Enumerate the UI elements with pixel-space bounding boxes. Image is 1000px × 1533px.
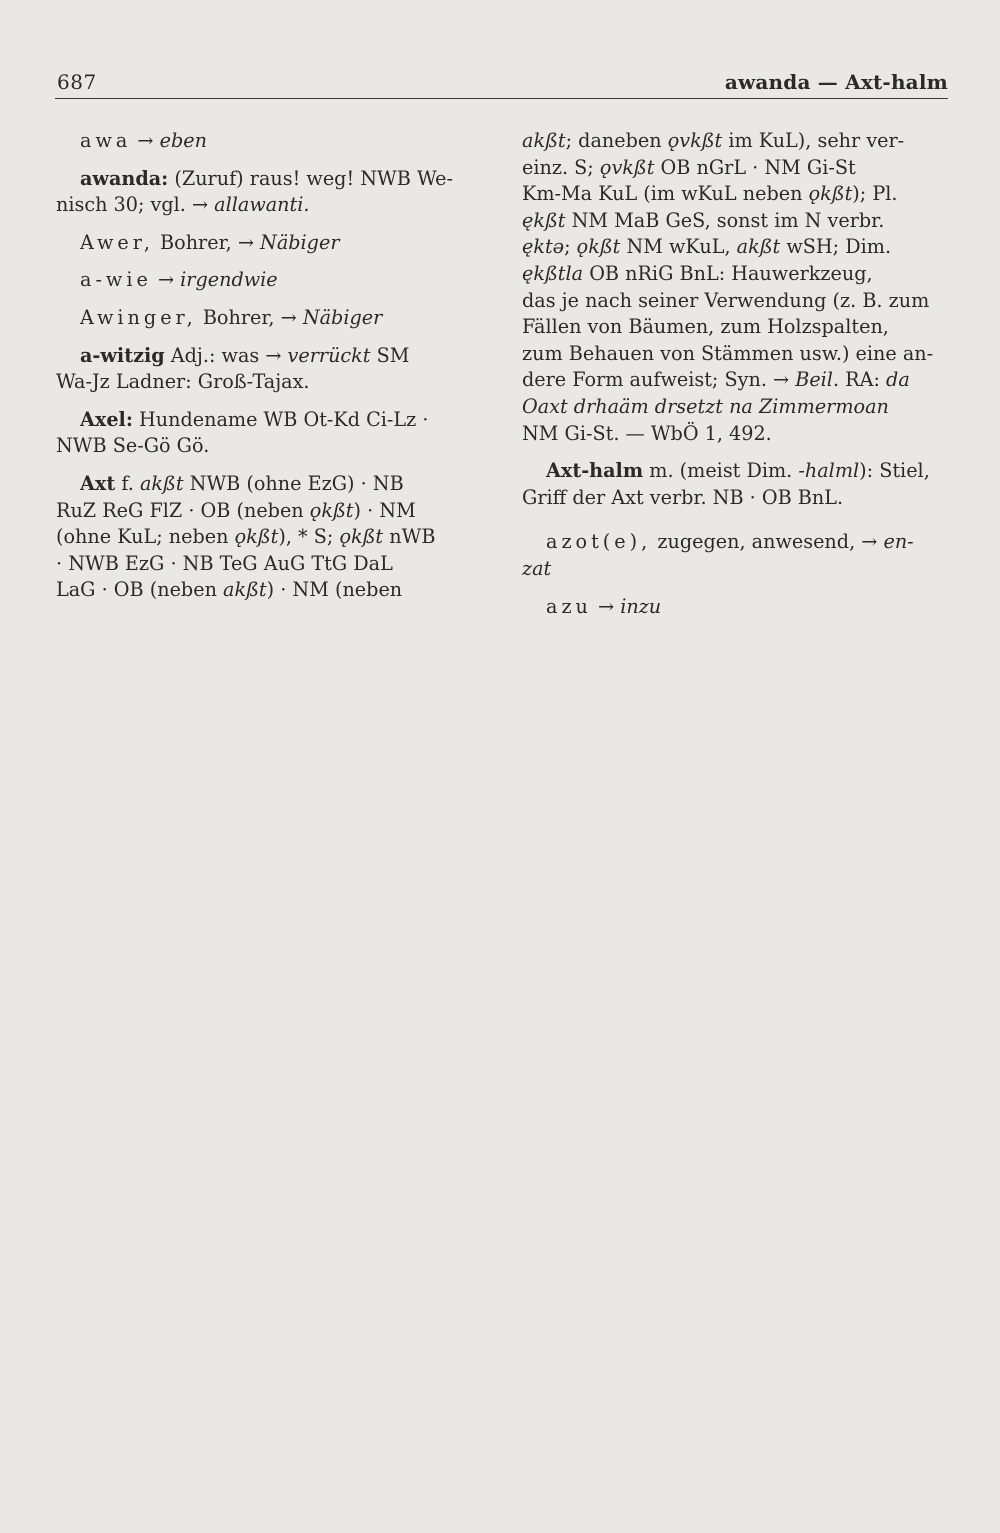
- phonetic-form: ǫvkßt: [599, 155, 655, 179]
- cross-reference: inzu: [620, 594, 662, 618]
- phonetic-form: akßt: [223, 578, 267, 602]
- definition-text: nisch 30; vgl. →: [56, 193, 209, 217]
- cross-reference: eben: [159, 129, 207, 152]
- headword: Axt-halm: [546, 459, 644, 483]
- entry-line: [522, 181, 954, 208]
- right-column: [522, 128, 954, 631]
- entry-a-wie: [56, 267, 488, 294]
- entry-a-witzig: [56, 343, 488, 396]
- entry-line: NM Gi-St. — WbÖ 1, 492.: [522, 421, 772, 445]
- entry-line: [522, 367, 954, 394]
- definition-text: wSH; Dim.: [786, 235, 892, 259]
- headword: awa: [80, 129, 132, 152]
- definition-text: m. (meist Dim.: [649, 459, 793, 483]
- entry-line: [522, 234, 954, 261]
- entry-line: [522, 155, 954, 182]
- grammar-text: f.: [121, 471, 134, 495]
- entry-line: [522, 458, 954, 485]
- entry-line: [56, 166, 488, 193]
- entry-line: [56, 407, 488, 434]
- phonetic-form: ǫkßt: [339, 525, 384, 549]
- phonetic-form: ǫkßt: [576, 235, 621, 259]
- entry-line: [56, 192, 488, 219]
- phonetic-form: akßt: [736, 235, 781, 259]
- definition-text: SM: [376, 343, 410, 367]
- definition-text: dere Form aufweist; Syn. →: [522, 368, 790, 392]
- entry-awer: [56, 230, 488, 257]
- definition-text: ), * S;: [278, 525, 334, 549]
- entry-line: Griff der Axt verbr. NB · OB BnL.: [522, 485, 844, 509]
- arrow: →: [137, 129, 154, 152]
- arrow: →: [157, 268, 175, 292]
- entry-line: zum Behauen von Stämmen usw.) eine an-: [522, 341, 934, 365]
- phonetic-form: akßt: [139, 471, 184, 495]
- entry-azu: [522, 594, 954, 621]
- entry-azote: [522, 529, 954, 582]
- headword: azot(e),: [546, 530, 652, 554]
- definition-text: NM wKuL,: [626, 235, 731, 259]
- definition-text: NWB (ohne EzG) · NB: [189, 471, 404, 495]
- phonetic-form: akßt: [522, 129, 566, 152]
- entry-line: NWB Se-Gö Gö.: [56, 434, 210, 458]
- cross-reference: Beil.: [795, 368, 840, 392]
- definition-text: im KuL), sehr ver-: [728, 129, 905, 152]
- entry-line: [56, 577, 488, 604]
- cross-reference: verrückt: [287, 343, 371, 367]
- definition-text: Bohrer, →: [160, 230, 254, 254]
- headword: a-witzig: [80, 343, 165, 367]
- page-number: 687: [57, 70, 97, 94]
- headword: Awer,: [80, 230, 154, 254]
- entry-axt-continued: [522, 128, 954, 447]
- definition-text: Km-Ma KuL (im wKuL neben: [522, 182, 803, 206]
- definition-text: (Zuruf) raus! weg! NWB We-: [174, 166, 453, 190]
- entry-line: [56, 524, 488, 551]
- definition-text: zugegen, anwesend, →: [657, 530, 878, 554]
- phonetic-form: ękßt: [522, 208, 566, 232]
- definition-text: RuZ ReG FlZ · OB (neben: [56, 498, 304, 522]
- phonetic-form: ęktə: [522, 235, 565, 259]
- headword: azu: [546, 594, 592, 618]
- definition-text: OB nRiG BnL: Hauwerkzeug,: [589, 261, 873, 285]
- definition-text: ) · NM (neben: [266, 578, 403, 602]
- definition-text: Hundename WB Ot-Kd Ci-Lz ·: [139, 407, 429, 431]
- headword: Axt: [80, 471, 116, 495]
- headword: awanda:: [80, 166, 169, 190]
- phonetic-form: ǫkßt: [808, 182, 853, 206]
- definition-text: Adj.: was →: [170, 343, 282, 367]
- definition-text: OB nGrL · NM Gi-St: [660, 155, 856, 179]
- entry-awa: [56, 128, 488, 155]
- definition-text: ); Pl.: [852, 182, 898, 206]
- cross-reference: Näbiger: [260, 230, 340, 254]
- cross-reference-line: zat: [522, 556, 552, 580]
- phonetic-form: ǫvkßt: [667, 129, 723, 152]
- entry-line: [522, 529, 954, 556]
- entry-awinger: [56, 305, 488, 332]
- entry-line: das je nach seiner Verwendung (z. B. zum: [522, 288, 930, 312]
- entry-axt-halm: [522, 458, 954, 511]
- page-header: [55, 62, 948, 99]
- definition-text: einz. S;: [522, 155, 594, 179]
- entry-axt: [56, 471, 488, 604]
- definition-text: ;: [564, 235, 571, 259]
- left-column: [56, 128, 488, 615]
- arrow: →: [598, 594, 615, 618]
- definition-text: ; daneben: [565, 129, 662, 152]
- phonetic-form: ękßtla: [522, 261, 584, 285]
- entry-line: [56, 343, 488, 370]
- phonetic-form: ǫkßt: [234, 525, 279, 549]
- cross-reference: irgendwie: [180, 268, 278, 292]
- phonetic-form: ǫkßt: [309, 498, 354, 522]
- entry-awanda: [56, 166, 488, 219]
- idiom-text: da: [886, 368, 910, 392]
- cross-reference: Näbiger: [302, 305, 383, 329]
- entry-line: [522, 208, 954, 235]
- definition-text: nWB: [389, 525, 436, 549]
- entry-line: [522, 261, 954, 288]
- headword: Axel:: [80, 407, 133, 431]
- definition-text: Bohrer, →: [202, 305, 297, 329]
- definition-text: RA:: [845, 368, 880, 392]
- running-head: awanda — Axt-halm: [724, 70, 948, 94]
- headword: a-wie: [80, 268, 152, 292]
- definition-text: ) · NM: [353, 498, 416, 522]
- cross-reference: en-: [883, 530, 914, 554]
- cross-reference: allawanti.: [214, 193, 310, 217]
- definition-text: (ohne KuL; neben: [56, 525, 229, 549]
- phonetic-form: -halml: [798, 459, 860, 483]
- entry-axel: [56, 407, 488, 460]
- entry-line: · NWB EzG · NB TeG AuG TtG DaL: [56, 551, 393, 575]
- entry-line: [522, 128, 954, 155]
- definition-text: NM MaB GeS, sonst im N verbr.: [571, 208, 885, 232]
- entry-line: [56, 498, 488, 525]
- entry-line: [56, 471, 488, 498]
- entry-line: Fällen von Bäumen, zum Holzspalten,: [522, 315, 889, 339]
- definition-text: LaG · OB (neben: [56, 578, 217, 602]
- idiom-line: Oaxt drhaäm drsetzt na Zimmermoan: [522, 394, 889, 418]
- definition-text: ): Stiel,: [859, 459, 930, 483]
- headword: Awinger,: [80, 305, 197, 329]
- entry-line: Wa-Jz Ladner: Groß-Tajax.: [56, 370, 310, 394]
